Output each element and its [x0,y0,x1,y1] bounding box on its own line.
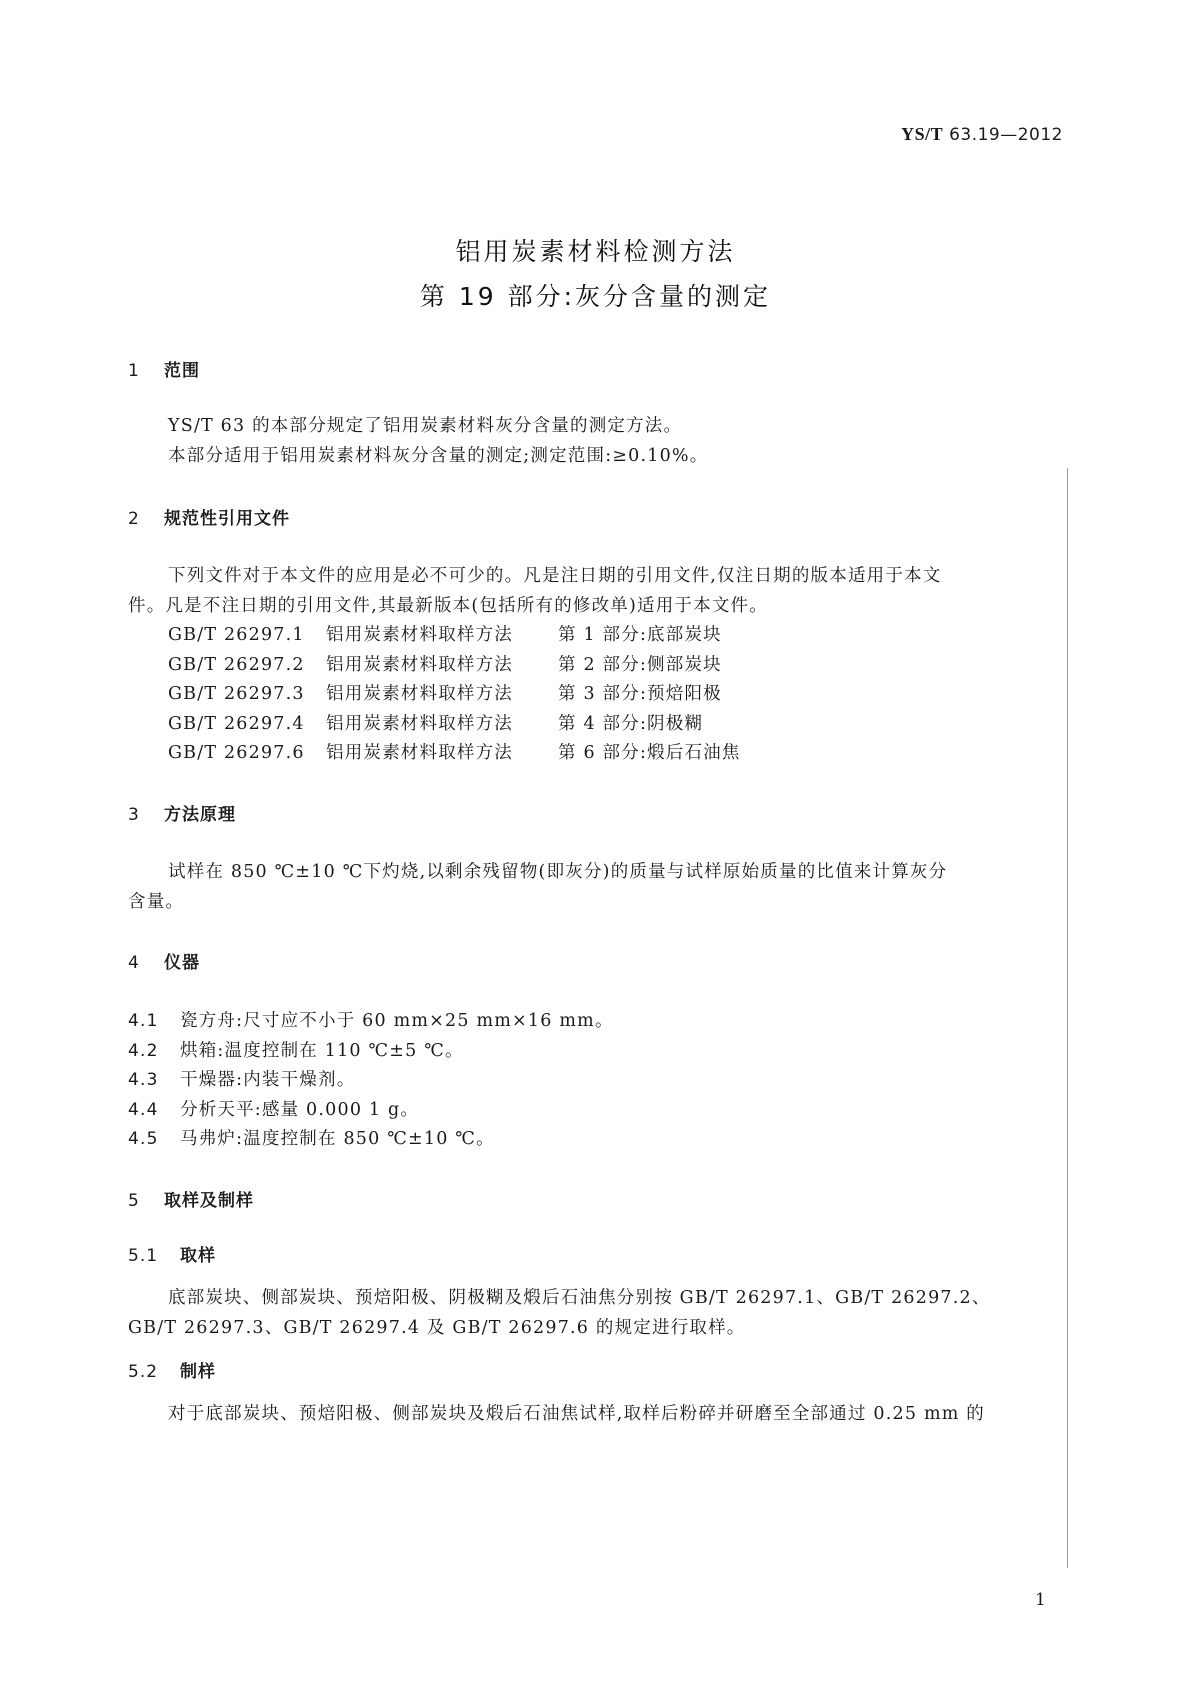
subsection-5-1-heading [128,1241,216,1266]
section-2-paragraph-line2: 件。凡是不注日期的引用文件,其最新版本(包括所有的修改单)适用于本文件。 [128,596,768,616]
apparatus-item-text: 瓷方舟:尺寸应不小于 60 mm×25 mm×16 mm。 [180,1011,614,1031]
section-2-heading [128,504,290,529]
reference-id: GB/T 26297.6 [168,743,305,763]
page-number: 1 [1035,1590,1046,1610]
section-3-heading [128,800,236,825]
reference-part: 第 1 部分:底部炭块 [558,625,722,645]
reference-id: GB/T 26297.3 [168,684,305,704]
reference-item [168,621,722,646]
reference-id: GB/T 26297.2 [168,655,305,675]
reference-item [168,651,722,676]
reference-part: 第 6 部分:煅后石油焦 [558,743,741,763]
apparatus-item-number: 4.2 [128,1041,159,1061]
reference-part: 第 3 部分:预焙阳极 [558,684,722,704]
subsection-5-1-title: 取样 [180,1246,216,1266]
reference-id: GB/T 26297.4 [168,714,305,734]
subsection-5-2-heading [128,1357,216,1382]
reference-item [168,680,722,705]
reference-title: 铝用炭素材料取样方法 [326,714,513,734]
reference-part: 第 4 部分:阴极糊 [558,714,704,734]
subsection-5-1-number: 5.1 [128,1246,159,1266]
subsection-5-1-line1: 底部炭块、侧部炭块、预焙阳极、阴极糊及煅后石油焦分别按 GB/T 26297.1、GB/T 26297.2、 [168,1288,991,1308]
apparatus-item-number: 4.3 [128,1070,159,1090]
apparatus-item-number: 4.1 [128,1011,159,1031]
section-1-paragraph-2: 本部分适用于铝用炭素材料灰分含量的测定;测定范围:≥0.10%。 [168,446,709,466]
reference-title: 铝用炭素材料取样方法 [326,655,513,675]
reference-title: 铝用炭素材料取样方法 [326,743,513,763]
apparatus-item [128,1037,464,1062]
section-3-title: 方法原理 [164,805,236,825]
subsection-5-1-line2: GB/T 26297.3、GB/T 26297.4 及 GB/T 26297.6 的规定进行取样。 [128,1318,746,1338]
standard-code [901,124,1063,145]
document-title-line2: 第 19 部分:灰分含量的测定 [419,282,772,311]
section-3-paragraph-line1: 试样在 850 ℃±10 ℃下灼烧,以剩余残留物(即灰分)的质量与试样原始质量的比值来计算灰分 [168,862,948,882]
reference-item [168,710,703,735]
apparatus-item-number: 4.4 [128,1100,159,1120]
section-5-heading [128,1186,254,1211]
section-5-number: 5 [128,1191,140,1211]
apparatus-item [128,1007,614,1032]
section-4-heading [128,948,200,973]
section-2-number: 2 [128,509,140,529]
apparatus-item [128,1096,419,1121]
apparatus-item-text: 干燥器:内装干燥剂。 [180,1070,356,1090]
apparatus-item-text: 烘箱:温度控制在 110 ℃±5 ℃。 [180,1041,464,1061]
section-1-number: 1 [128,361,140,381]
reference-part: 第 2 部分:侧部炭块 [558,655,722,675]
section-2-paragraph-line1: 下列文件对于本文件的应用是必不可少的。凡是注日期的引用文件,仅注日期的版本适用于本文 [168,566,942,586]
reference-item [168,739,741,764]
section-4-number: 4 [128,953,140,973]
section-2-title: 规范性引用文件 [164,509,290,529]
section-1-paragraph-1: YS/T 63 的本部分规定了铝用炭素材料灰分含量的测定方法。 [168,416,683,436]
subsection-5-2-number: 5.2 [128,1362,159,1382]
apparatus-item-text: 分析天平:感量 0.000 1 g。 [180,1100,420,1120]
standard-code-number: 63.19—2012 [949,125,1063,145]
apparatus-item-text: 马弗炉:温度控制在 850 ℃±10 ℃。 [180,1129,495,1149]
margin-rule [1067,468,1068,1568]
section-3-number: 3 [128,805,140,825]
reference-id: GB/T 26297.1 [168,625,305,645]
subsection-5-2-title: 制样 [180,1362,216,1382]
apparatus-item [128,1066,355,1091]
reference-title: 铝用炭素材料取样方法 [326,625,513,645]
subsection-5-2-line1: 对于底部炭块、预焙阳极、侧部炭块及煅后石油焦试样,取样后粉碎并研磨至全部通过 0.25 mm 的 [168,1404,986,1424]
standard-code-prefix: YS/T [901,124,944,144]
section-3-paragraph-line2: 含量。 [128,892,185,912]
section-5-title: 取样及制样 [164,1191,254,1211]
apparatus-item [128,1125,495,1150]
section-1-title: 范围 [164,361,200,381]
section-1-heading [128,356,200,381]
apparatus-item-number: 4.5 [128,1129,159,1149]
section-4-title: 仪器 [164,953,200,973]
reference-title: 铝用炭素材料取样方法 [326,684,513,704]
document-title-line1: 铝用炭素材料检测方法 [455,237,736,266]
